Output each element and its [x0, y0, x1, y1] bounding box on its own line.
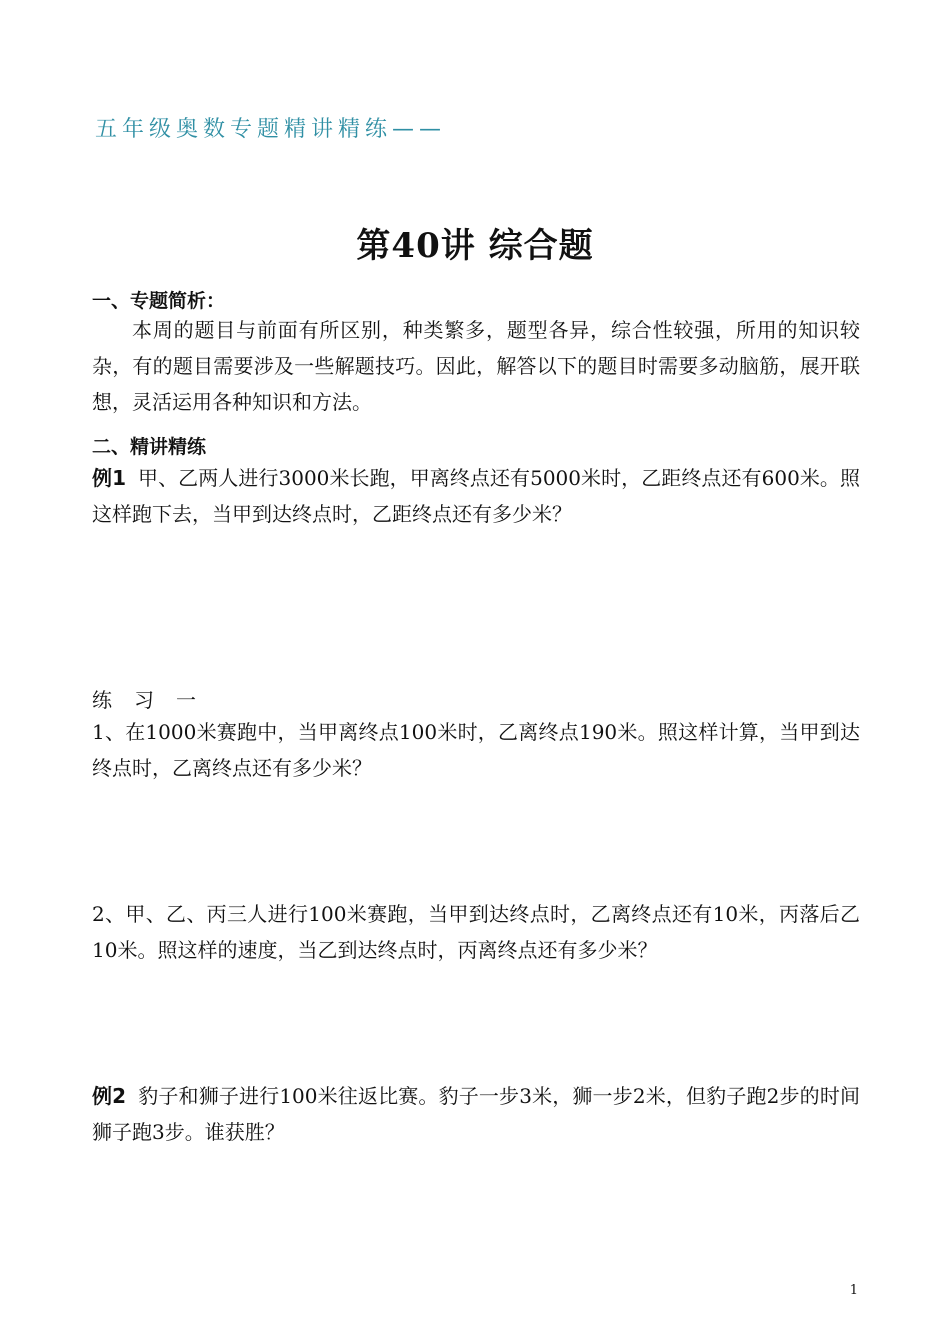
example-1-label: 例1 — [92, 466, 126, 490]
exercise-1-problem-2: 2、甲、乙、丙三人进行100米赛跑，当甲到达终点时，乙离终点还有10米，丙落后乙10米。照这样的速度，当乙到达终点时，丙离终点还有多少米？ — [92, 902, 860, 962]
example-2-text: 豹子和狮子进行100米往返比赛。豹子一步3米，狮一步2米，但豹子跑2步的时间狮子跑3步。谁获胜？ — [92, 1084, 860, 1144]
exercise-1-heading: 练习一 — [92, 688, 218, 712]
example-1 — [92, 460, 860, 532]
example-2-label: 例2 — [92, 1084, 127, 1108]
series-title: 五年级奥数专题精讲精练—— — [95, 117, 447, 142]
example-1-text: 甲、乙两人进行3000米长跑，甲离终点还有5000米时，乙距终点还有600米。照这样跑下去，当甲到达终点时，乙距终点还有多少米？ — [92, 466, 860, 526]
section-heading-overview: 一、专题简析： — [92, 290, 226, 312]
section-heading-practice: 二、精讲精练 — [92, 436, 207, 458]
overview-paragraph: 本周的题目与前面有所区别，种类繁多，题型各异，综合性较强，所用的知识较杂，有的题目需要涉及一些解题技巧。因此，解答以下的题目时需要多动脑筋，展开联想，灵活运用各种知识和方法。 — [92, 318, 860, 414]
exercise-1-problem-1: 1、在1000米赛跑中，当甲离终点100米时，乙离终点190米。照这样计算，当甲到达终点时，乙离终点还有多少米？ — [92, 720, 860, 780]
example-2 — [92, 1078, 860, 1150]
lecture-title: 第40讲 综合题 — [356, 226, 594, 266]
page-number: 1 — [849, 1283, 858, 1298]
